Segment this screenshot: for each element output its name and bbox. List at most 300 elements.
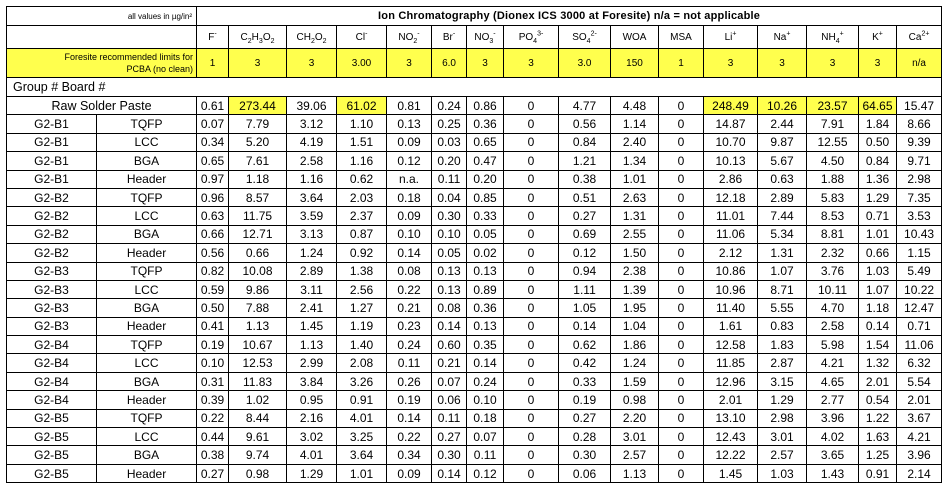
ion-value-cell: 0 [659,170,704,188]
ion-value-cell: 2.89 [758,188,807,206]
ion-value-cell: 0.13 [432,280,467,298]
ion-value-cell: 0.19 [387,391,432,409]
ion-value-cell: 1.14 [611,115,659,133]
board-cell: TQFP [97,262,197,280]
ion-header-blank [7,26,197,49]
ion-value-cell: 0.87 [337,225,387,243]
raw-value: 10.26 [758,97,807,115]
ion-value-cell: 1.34 [611,152,659,170]
raw-value: 0.61 [197,97,229,115]
board-cell: BGA [97,152,197,170]
raw-value: 4.77 [559,97,611,115]
ion-header-woa: WOA [611,26,659,49]
ion-value-cell: 2.98 [897,170,942,188]
ion-value-cell: 0 [659,188,704,206]
ion-header-li: Li+ [704,26,758,49]
ion-value-cell: 1.31 [611,207,659,225]
ion-value-cell: 0.97 [197,170,229,188]
table-row [7,428,942,446]
ion-header-po4: $PO_4^{3-}$ [504,26,559,49]
ion-value-cell: 0.71 [897,317,942,335]
limit-value: n/a [897,49,942,78]
group-cell: G2-B2 [7,188,97,206]
ion-value-cell: 3.25 [337,428,387,446]
raw-value: 273.44 [229,97,287,115]
raw-value: 0 [659,97,704,115]
ion-value-cell: 2.98 [758,409,807,427]
limit-value: 150 [611,49,659,78]
group-cell: G2-B2 [7,225,97,243]
ion-value-cell: 4.01 [287,446,337,464]
ion-value-cell: 0.41 [197,317,229,335]
ion-value-cell: 12.58 [704,336,758,354]
ion-value-cell: 1.07 [758,262,807,280]
ion-value-cell: 0.18 [467,409,504,427]
group-header-row [7,78,942,97]
ion-value-cell: 0.14 [432,464,467,482]
limits-row [7,49,942,78]
ion-value-cell: 0.20 [467,170,504,188]
ion-value-cell: 0.62 [559,336,611,354]
ion-value-cell: 5.49 [897,262,942,280]
raw-solder-paste-row [7,97,942,115]
ion-chromatography-table-container [6,6,941,483]
ion-value-cell: 1.01 [611,170,659,188]
ion-value-cell: 0.14 [859,317,897,335]
ion-value-cell: 1.95 [611,299,659,317]
ion-value-cell: 0.19 [559,391,611,409]
ion-value-cell: 3.67 [897,409,942,427]
ion-value-cell: 0 [659,244,704,262]
ion-value-cell: 9.86 [229,280,287,298]
ion-value-cell: 0 [504,446,559,464]
group-board-header: Group # Board # [7,78,942,97]
raw-value: 4.48 [611,97,659,115]
ion-value-cell: 0.56 [197,244,229,262]
ion-value-cell: 8.53 [807,207,859,225]
ion-value-cell: 0.84 [859,152,897,170]
ion-value-cell: 0.66 [229,244,287,262]
ion-value-cell: 1.29 [859,188,897,206]
ion-value-cell: 0.30 [559,446,611,464]
ion-value-cell: 0.11 [432,409,467,427]
ion-value-cell: 3.96 [897,446,942,464]
ion-value-cell: 3.59 [287,207,337,225]
ion-value-cell: 1.11 [559,280,611,298]
ion-value-cell: 1.24 [611,354,659,372]
ion-value-cell: 10.11 [807,280,859,298]
ion-value-cell: 1.13 [611,464,659,482]
ion-value-cell: 0 [504,299,559,317]
ion-value-cell: 2.56 [337,280,387,298]
ion-value-cell: 0.25 [432,115,467,133]
ion-value-cell: 0.10 [467,391,504,409]
ion-value-cell: 1.03 [758,464,807,482]
ion-value-cell: 0.09 [387,207,432,225]
ion-value-cell: 2.16 [287,409,337,427]
limit-value: 3 [859,49,897,78]
limits-label-line1: Foresite recommended limits for [64,52,194,62]
ion-value-cell: 2.57 [611,446,659,464]
table-row [7,446,942,464]
ion-value-cell: 0.20 [432,152,467,170]
ion-value-cell: 1.29 [287,464,337,482]
ion-value-cell: 13.10 [704,409,758,427]
ion-value-cell: 0.22 [197,409,229,427]
ion-value-cell: 2.14 [897,464,942,482]
ion-value-cell: 2.41 [287,299,337,317]
ion-value-cell: 3.13 [287,225,337,243]
ion-value-cell: 0 [504,391,559,409]
ion-value-cell: 0.33 [559,372,611,390]
ion-value-cell: 0 [504,464,559,482]
ion-value-cell: 0.12 [559,244,611,262]
limit-value: 3.0 [559,49,611,78]
ion-value-cell: 0.21 [432,354,467,372]
raw-value: 23.57 [807,97,859,115]
group-cell: G2-B5 [7,409,97,427]
ion-value-cell: 0 [504,428,559,446]
ion-value-cell: 0 [659,115,704,133]
ion-value-cell: 0.09 [387,464,432,482]
ion-value-cell: 0.30 [432,207,467,225]
ion-value-cell: 0.22 [387,428,432,446]
ion-value-cell: 1.10 [337,115,387,133]
ion-value-cell: 1.13 [229,317,287,335]
raw-solder-paste-label: Raw Solder Paste [7,97,197,115]
ion-value-cell: 1.84 [859,115,897,133]
ion-value-cell: 0 [504,262,559,280]
ion-value-cell: 0.38 [197,446,229,464]
ion-value-cell: 10.08 [229,262,287,280]
table-row [7,299,942,317]
ion-value-cell: 10.86 [704,262,758,280]
ion-value-cell: 2.08 [337,354,387,372]
ion-value-cell: 1.24 [287,244,337,262]
ion-value-cell: 0.03 [432,133,467,151]
ion-value-cell: 0.21 [387,299,432,317]
ion-value-cell: 0.91 [337,391,387,409]
ion-value-cell: 0.06 [559,464,611,482]
ion-value-cell: 3.76 [807,262,859,280]
ion-value-cell: 0.10 [197,354,229,372]
ion-header-msa: MSA [659,26,704,49]
limit-value: 3 [704,49,758,78]
table-row [7,354,942,372]
ion-value-cell: 3.53 [897,207,942,225]
ion-value-cell: 0.31 [197,372,229,390]
ion-value-cell: 0.96 [197,188,229,206]
ion-value-cell: 0 [659,391,704,409]
ion-value-cell: 3.26 [337,372,387,390]
board-cell: LCC [97,133,197,151]
ion-value-cell: 0.14 [467,354,504,372]
ion-value-cell: 1.88 [807,170,859,188]
board-cell: TQFP [97,188,197,206]
table-row [7,280,942,298]
group-cell: G2-B4 [7,372,97,390]
ion-value-cell: 1.38 [337,262,387,280]
table-row [7,391,942,409]
ion-value-cell: 4.70 [807,299,859,317]
ion-value-cell: 0 [659,464,704,482]
ion-value-cell: 0 [659,428,704,446]
ion-value-cell: 5.54 [897,372,942,390]
ion-value-cell: 2.57 [758,446,807,464]
title-row [7,7,942,26]
ion-value-cell: 4.21 [807,354,859,372]
raw-value: 248.49 [704,97,758,115]
ion-value-cell: 9.74 [229,446,287,464]
ion-value-cell: 1.36 [859,170,897,188]
ion-value-cell: 8.57 [229,188,287,206]
ion-value-cell: 0.71 [859,207,897,225]
raw-value: 0.86 [467,97,504,115]
group-cell: G2-B3 [7,280,97,298]
ion-value-cell: 0.59 [197,280,229,298]
ion-value-cell: 3.02 [287,428,337,446]
ion-value-cell: 0.60 [432,336,467,354]
ion-value-cell: 7.88 [229,299,287,317]
ion-value-cell: 7.91 [807,115,859,133]
ion-value-cell: 0.95 [287,391,337,409]
ion-value-cell: 0.83 [758,317,807,335]
ion-value-cell: 0.65 [197,152,229,170]
ion-value-cell: 0.07 [197,115,229,133]
ion-value-cell: 0.94 [559,262,611,280]
ion-value-cell: 1.16 [337,152,387,170]
ion-value-cell: 9.87 [758,133,807,151]
ion-value-cell: 8.66 [897,115,942,133]
ion-value-cell: 0.65 [467,133,504,151]
ion-value-cell: 1.19 [337,317,387,335]
limit-value: 3 [758,49,807,78]
ion-value-cell: 0.24 [387,336,432,354]
ion-value-cell: 0.84 [559,133,611,151]
ion-value-cell: 11.75 [229,207,287,225]
limit-value: 6.0 [432,49,467,78]
ion-value-cell: 0 [504,115,559,133]
ion-value-cell: 0 [659,133,704,151]
ion-value-cell: 0.82 [197,262,229,280]
ion-value-cell: 1.40 [337,336,387,354]
ion-value-cell: 0.02 [467,244,504,262]
ion-value-cell: 4.50 [807,152,859,170]
ion-value-cell: 0 [504,280,559,298]
ion-value-cell: 0.08 [432,299,467,317]
ion-value-cell: 0.07 [432,372,467,390]
ion-value-cell: 0.12 [467,464,504,482]
table-row [7,409,942,427]
ion-value-cell: 2.86 [704,170,758,188]
limit-value: 3 [387,49,432,78]
table-row [7,115,942,133]
ion-value-cell: 0 [504,317,559,335]
ion-value-cell: 2.55 [611,225,659,243]
group-cell: G2-B1 [7,133,97,151]
ion-value-cell: 2.12 [704,244,758,262]
ion-value-cell: 10.67 [229,336,287,354]
board-cell: LCC [97,428,197,446]
board-cell: BGA [97,446,197,464]
ion-chromatography-table [6,6,942,483]
table-row [7,336,942,354]
group-cell: G2-B4 [7,391,97,409]
ion-value-cell: 2.87 [758,354,807,372]
ion-header-nh4: $NH_4^+$ [807,26,859,49]
ion-value-cell: 4.65 [807,372,859,390]
ion-value-cell: 12.18 [704,188,758,206]
ion-header-na: Na+ [758,26,807,49]
table-row [7,152,942,170]
ion-value-cell: 10.22 [897,280,942,298]
ion-value-cell: 0 [504,152,559,170]
ion-value-cell: 9.71 [897,152,942,170]
ion-value-cell: 3.96 [807,409,859,427]
table-row [7,170,942,188]
board-cell: LCC [97,280,197,298]
ion-value-cell: 1.21 [559,152,611,170]
ion-value-cell: 1.18 [859,299,897,317]
ion-value-cell: 1.54 [859,336,897,354]
ion-value-cell: 1.50 [611,244,659,262]
ion-value-cell: 1.02 [229,391,287,409]
ion-value-cell: 0.05 [467,225,504,243]
board-cell: TQFP [97,409,197,427]
ion-value-cell: 0.50 [197,299,229,317]
ion-value-cell: 1.61 [704,317,758,335]
board-cell: TQFP [97,115,197,133]
ion-value-cell: 7.35 [897,188,942,206]
ion-value-cell: 12.71 [229,225,287,243]
ion-value-cell: 3.65 [807,446,859,464]
ion-value-cell: 1.05 [559,299,611,317]
ion-value-cell: 11.01 [704,207,758,225]
ion-value-cell: 2.99 [287,354,337,372]
ion-value-cell: 0.10 [432,225,467,243]
ion-value-cell: 0 [659,317,704,335]
table-row [7,317,942,335]
ion-value-cell: 0.11 [387,354,432,372]
group-cell: G2-B4 [7,336,97,354]
ion-value-cell: 0.08 [387,262,432,280]
ion-value-cell: 3.01 [758,428,807,446]
ion-value-cell: 0 [659,280,704,298]
board-cell: Header [97,317,197,335]
ion-value-cell: 0.44 [197,428,229,446]
limit-value: 3 [467,49,504,78]
ion-header-no3: $NO_3^-$ [467,26,504,49]
ion-value-cell: 0 [659,354,704,372]
board-cell: LCC [97,207,197,225]
limit-value: 3 [504,49,559,78]
limit-value: 1 [197,49,229,78]
ion-value-cell: 0.19 [197,336,229,354]
ion-value-cell: 0.91 [859,464,897,482]
ion-value-cell: 2.01 [704,391,758,409]
ion-value-cell: 0 [504,207,559,225]
ion-value-cell: 14.87 [704,115,758,133]
ion-value-cell: 3.12 [287,115,337,133]
ion-value-cell: 1.04 [611,317,659,335]
ion-value-cell: 0.50 [859,133,897,151]
ion-value-cell: 2.01 [897,391,942,409]
ion-header-ca: $Ca^{2+}$ [897,26,942,49]
ion-value-cell: 0.26 [387,372,432,390]
group-cell: G2-B1 [7,170,97,188]
group-cell: G2-B3 [7,317,97,335]
ion-value-cell: 0.33 [467,207,504,225]
ion-value-cell: 0.35 [467,336,504,354]
ion-value-cell: 0.12 [387,152,432,170]
ion-value-cell: 1.29 [758,391,807,409]
ion-value-cell: 5.55 [758,299,807,317]
ion-value-cell: 6.32 [897,354,942,372]
ion-value-cell: 4.02 [807,428,859,446]
ion-value-cell: 0 [659,446,704,464]
ion-value-cell: 4.21 [897,428,942,446]
group-cell: G2-B5 [7,428,97,446]
ion-value-cell: 0.27 [197,464,229,482]
unit-note: all values in µg/in² [7,7,197,26]
ion-value-cell: 3.01 [611,428,659,446]
ion-header-br: Br- [432,26,467,49]
ion-value-cell: 11.06 [704,225,758,243]
ion-value-cell: 1.59 [611,372,659,390]
board-cell: LCC [97,354,197,372]
raw-value: 61.02 [337,97,387,115]
ion-value-cell: 0.30 [432,446,467,464]
ion-value-cell: 0.18 [387,188,432,206]
ion-value-cell: 0 [659,225,704,243]
ion-value-cell: 5.20 [229,133,287,151]
table-row [7,464,942,482]
ion-value-cell: 8.81 [807,225,859,243]
ion-value-cell: 12.22 [704,446,758,464]
ion-value-cell: 0.14 [387,409,432,427]
ion-value-cell: 3.15 [758,372,807,390]
ion-value-cell: 1.27 [337,299,387,317]
limits-label [7,49,197,78]
ion-value-cell: 1.32 [859,354,897,372]
ion-value-cell: 3.84 [287,372,337,390]
ion-value-cell: 2.58 [807,317,859,335]
ion-value-cell: 0.39 [197,391,229,409]
ion-value-cell: 5.83 [807,188,859,206]
group-cell: G2-B2 [7,207,97,225]
ion-value-cell: 2.89 [287,262,337,280]
table-row [7,225,942,243]
ion-value-cell: 0.62 [337,170,387,188]
ion-value-cell: 0.69 [559,225,611,243]
board-cell: BGA [97,225,197,243]
ion-value-cell: 4.19 [287,133,337,151]
ion-value-cell: 0.54 [859,391,897,409]
ion-value-cell: 8.44 [229,409,287,427]
group-cell: G2-B3 [7,262,97,280]
ion-value-cell: 5.98 [807,336,859,354]
board-cell: Header [97,244,197,262]
ion-value-cell: 12.55 [807,133,859,151]
ion-value-cell: 0.34 [197,133,229,151]
ion-value-cell: 5.34 [758,225,807,243]
ion-value-cell: 7.44 [758,207,807,225]
ion-value-cell: 0.22 [387,280,432,298]
raw-value: 15.47 [897,97,942,115]
group-cell: G2-B1 [7,152,97,170]
ion-value-cell: 1.18 [229,170,287,188]
ion-value-cell: 0.11 [467,446,504,464]
